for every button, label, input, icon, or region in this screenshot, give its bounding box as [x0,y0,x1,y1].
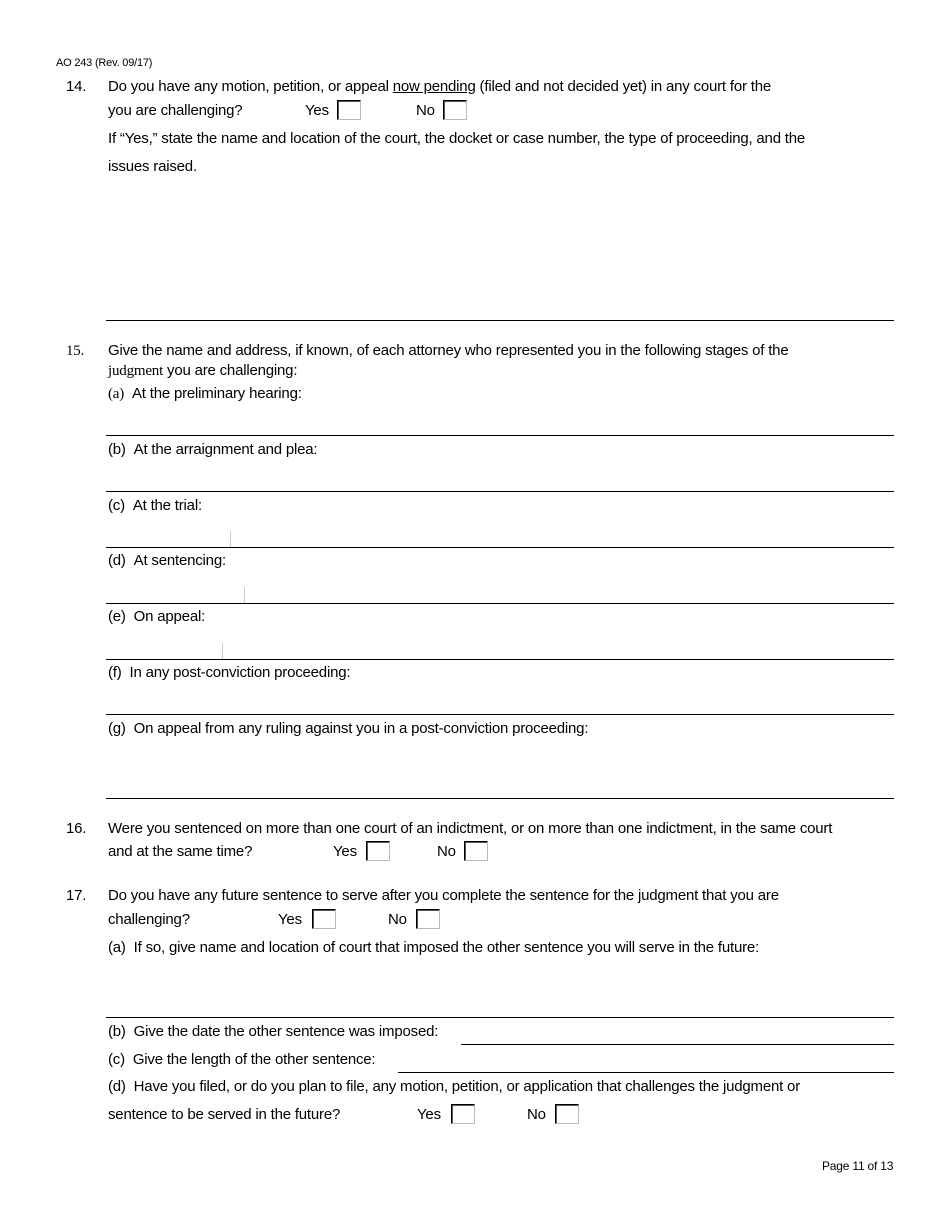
q17-text-line1: Do you have any future sentence to serve after you complete the sentence for the judgment that you are [108,887,779,904]
q17-item-b [108,1023,438,1041]
q15-item-c-field-divider [230,531,231,547]
q17-d-no-label: No [527,1106,546,1123]
q15-item-d-text: At sentencing: [133,552,226,569]
q15-item-e-letter: (e) [108,608,126,625]
q15-item-f [108,664,350,682]
q15-item-a-line[interactable] [106,435,894,436]
q17-d-yes-checkbox[interactable] [451,1104,475,1124]
q15-item-a-text: At the preliminary hearing: [132,385,302,402]
q17-yes-label: Yes [278,911,302,928]
q15-item-f-text: In any post-conviction proceeding: [129,664,351,681]
q14-text-line1 [108,78,771,96]
q17-item-c-line[interactable] [398,1072,894,1073]
q15-item-b-text: At the arraignment and plea: [133,441,318,458]
q15-item-b-line[interactable] [106,491,894,492]
q17-item-a-letter: (a) [108,939,126,956]
q15-item-c [108,497,202,515]
q16-text-line2: and at the same time? [108,843,253,860]
q17-item-d-line2: sentence to be served in the future? [108,1106,341,1123]
q16-text-line1: Were you sentenced on more than one court of an indictment, or on more than one indictment, in the same court [108,820,833,837]
q17-item-a-line[interactable] [106,1017,894,1018]
q14-no-checkbox[interactable] [443,100,467,120]
q17-text-line2: challenging? [108,911,190,928]
q14-instruction-line2: issues raised. [108,158,197,175]
q16-no-label: No [437,843,456,860]
q14-number: 14. [66,78,87,95]
q15-item-c-letter: (c) [108,497,125,514]
q16-yes-checkbox[interactable] [366,841,390,861]
q17-item-a-text: If so, give name and location of court that imposed the other sentence you will serve in the future: [133,939,760,956]
q17-d-yes-label: Yes [417,1106,441,1123]
q15-item-d-line[interactable] [106,603,894,604]
q15-item-g-text: On appeal from any ruling against you in a post-conviction proceeding: [133,720,589,737]
q14-no-label: No [416,102,435,119]
form-id: AO 243 (Rev. 09/17) [56,57,153,69]
q17-item-d-letter: (d) [108,1078,126,1095]
q15-number: 15. [66,343,85,359]
q15-text-line2-rest: you are challenging: [163,362,298,379]
q15-item-d-field-divider [244,587,245,603]
q15-item-g-line[interactable] [106,798,894,799]
q15-text-line2 [108,362,297,380]
q15-item-f-letter: (f) [108,664,122,681]
q14-answer-line[interactable] [106,320,894,321]
q15-item-f-line[interactable] [106,714,894,715]
q17-item-b-line[interactable] [461,1044,894,1045]
q15-item-e-line[interactable] [106,659,894,660]
q15-item-a [108,385,302,403]
q14-instruction-line1: If “Yes,” state the name and location of the court, the docket or case number, the type of proceeding, and the [108,130,806,147]
q16-number: 16. [66,820,87,837]
q15-item-c-line[interactable] [106,547,894,548]
q17-item-d-text: Have you filed, or do you plan to file, any motion, petition, or application that challenges the judgment or [133,1078,800,1095]
q17-item-c-letter: (c) [108,1051,125,1068]
q17-no-checkbox[interactable] [416,909,440,929]
q15-item-b [108,441,317,459]
q17-item-c-text: Give the length of the other sentence: [132,1051,376,1068]
q15-item-b-letter: (b) [108,441,126,458]
q14-text-post: (filed and not decided yet) in any court for the [475,78,771,95]
q15-item-e-text: On appeal: [133,608,206,625]
q14-text-pre: Do you have any motion, petition, or appeal [108,78,393,95]
q17-d-no-checkbox[interactable] [555,1104,579,1124]
q17-item-d [108,1078,800,1096]
q15-item-g-letter: (g) [108,720,126,737]
q15-text-line1: Give the name and address, if known, of each attorney who represented you in the following stages of the [108,342,789,359]
q17-number: 17. [66,887,87,904]
q14-yes-checkbox[interactable] [337,100,361,120]
q17-no-label: No [388,911,407,928]
q15-item-e-field-divider [222,643,223,659]
q14-text-line2: you are challenging? [108,102,243,119]
q15-item-c-text: At the trial: [132,497,202,514]
q14-now-pending: now pending [392,78,476,95]
q15-item-d-letter: (d) [108,552,126,569]
q15-judgment-word: judgment [108,363,164,379]
page-number: Page 11 of 13 [822,1159,894,1173]
q14-yes-label: Yes [305,102,329,119]
q17-item-a [108,939,759,957]
q17-item-b-text: Give the date the other sentence was imposed: [133,1023,439,1040]
q15-item-e [108,608,205,626]
q15-item-g [108,720,588,738]
q16-yes-label: Yes [333,843,357,860]
q17-item-c [108,1051,375,1069]
q16-no-checkbox[interactable] [464,841,488,861]
q15-item-d [108,552,226,570]
q15-item-a-letter: (a) [108,386,125,402]
q17-item-b-letter: (b) [108,1023,126,1040]
q17-yes-checkbox[interactable] [312,909,336,929]
